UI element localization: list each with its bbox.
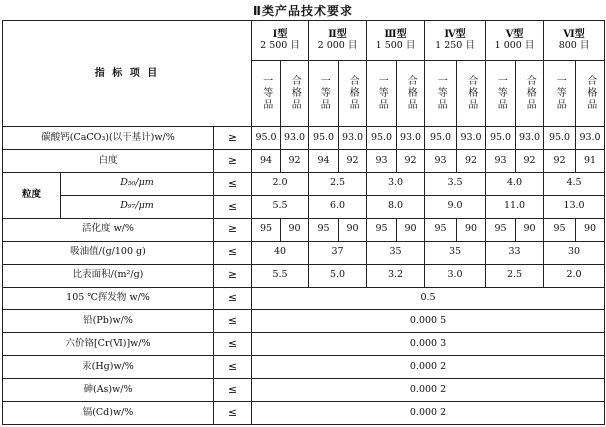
value-cell: 4.0 (486, 173, 544, 196)
item-label: 白度 (3, 150, 214, 173)
value-cell: 90 (281, 218, 309, 241)
value-cell: 93.0 (457, 127, 486, 150)
value-cell: 92 (516, 150, 544, 173)
comparison-symbol: ≥ (214, 127, 252, 150)
value-cell: 94 (252, 150, 281, 173)
item-label: 汞(Hg)w/% (3, 356, 214, 379)
grade-qualified-5: 合格品 (516, 60, 544, 127)
grade-first-1: 一等品 (252, 60, 281, 127)
spec-row (3, 264, 605, 287)
type-header-5: Ⅴ型 1 000 目 (486, 21, 544, 61)
value-cell: 8.0 (367, 195, 425, 218)
value-cell: 95.0 (309, 127, 339, 150)
grade-first-2: 一等品 (309, 60, 339, 127)
value-cell: 91 (576, 150, 605, 173)
value-cell: 9.0 (425, 195, 486, 218)
comparison-symbol: ≥ (214, 150, 252, 173)
value-cell: 5.0 (309, 264, 367, 287)
spec-row (3, 333, 605, 356)
value-cell: 2.5 (486, 264, 544, 287)
value-cell: 95 (367, 218, 397, 241)
grade-first-5: 一等品 (486, 60, 516, 127)
table-title: Ⅱ类产品技术要求 (253, 4, 353, 18)
value-cell: 2.0 (252, 173, 309, 196)
comparison-symbol: ≥ (214, 264, 252, 287)
value-cell: 93 (486, 150, 516, 173)
value-cell: 92 (544, 150, 576, 173)
value-cell: 93.0 (516, 127, 544, 150)
sub-item-label: D₉₇/μm (61, 195, 214, 218)
spec-row (3, 356, 605, 379)
value-cell: 4.5 (544, 173, 605, 196)
value-cell: 35 (425, 241, 486, 264)
value-cell: 6.0 (309, 195, 367, 218)
value-cell: 3.0 (367, 173, 425, 196)
value-cell: 95.0 (367, 127, 397, 150)
value-cell: 0.000 5 (252, 310, 605, 333)
comparison-symbol: ≤ (214, 195, 252, 218)
value-cell: 2.0 (544, 264, 605, 287)
value-cell: 40 (252, 241, 309, 264)
spec-row (3, 287, 605, 310)
grade-first-3: 一等品 (367, 60, 397, 127)
header-row-types (3, 21, 605, 61)
value-cell: 92 (281, 150, 309, 173)
value-cell: 5.5 (252, 195, 309, 218)
comparison-symbol: ≤ (214, 241, 252, 264)
spec-row (3, 173, 605, 196)
sub-item-label: D₅₀/μm (61, 173, 214, 196)
value-cell: 5.5 (252, 264, 309, 287)
spec-row (3, 218, 605, 241)
value-cell: 93 (367, 150, 397, 173)
spec-row (3, 195, 605, 218)
spec-row (3, 402, 605, 425)
value-cell: 3.0 (425, 264, 486, 287)
value-cell: 0.5 (252, 287, 605, 310)
comparison-symbol: ≤ (214, 310, 252, 333)
value-cell: 30 (544, 241, 605, 264)
value-cell: 93.0 (576, 127, 605, 150)
value-cell: 90 (457, 218, 486, 241)
item-label: 镉(Cd)w/% (3, 402, 214, 425)
value-cell: 94 (309, 150, 339, 173)
value-cell: 13.0 (544, 195, 605, 218)
type-header-4: Ⅳ型 1 250 目 (425, 21, 486, 61)
grade-qualified-4: 合格品 (457, 60, 486, 127)
value-cell: 11.0 (486, 195, 544, 218)
value-cell: 0.000 2 (252, 402, 605, 425)
comparison-symbol: ≤ (214, 287, 252, 310)
spec-table (2, 20, 605, 425)
header-indicator: 指 标 项 目 (3, 21, 252, 127)
value-cell: 93.0 (397, 127, 425, 150)
value-cell: 95 (486, 218, 516, 241)
item-label: 吸油值/(g/100 g) (3, 241, 214, 264)
value-cell: 3.2 (367, 264, 425, 287)
grade-first-6: 一等品 (544, 60, 576, 127)
item-label: 六价铬[Cr(Ⅵ)]w/% (3, 333, 214, 356)
value-cell: 95.0 (544, 127, 576, 150)
value-cell: 33 (486, 241, 544, 264)
item-label: 铅(Pb)w/% (3, 310, 214, 333)
value-cell: 95 (252, 218, 281, 241)
value-cell: 2.5 (309, 173, 367, 196)
value-cell: 92 (457, 150, 486, 173)
value-cell: 95 (544, 218, 576, 241)
value-cell: 90 (516, 218, 544, 241)
value-cell: 95 (309, 218, 339, 241)
comparison-symbol: ≤ (214, 356, 252, 379)
value-cell: 93.0 (281, 127, 309, 150)
grade-qualified-2: 合格品 (339, 60, 367, 127)
item-label: 碳酸钙(CaCO₃)(以干基计)w/% (3, 127, 214, 150)
group-label: 粒度 (3, 173, 61, 219)
value-cell: 0.000 3 (252, 333, 605, 356)
grade-qualified-1: 合格品 (281, 60, 309, 127)
item-label: 砷(As)w/% (3, 379, 214, 402)
type-header-3: Ⅲ型 1 500 目 (367, 21, 425, 61)
value-cell: 3.5 (425, 173, 486, 196)
value-cell: 95.0 (486, 127, 516, 150)
value-cell: 92 (397, 150, 425, 173)
value-cell: 37 (309, 241, 367, 264)
value-cell: 90 (397, 218, 425, 241)
value-cell: 95 (425, 218, 457, 241)
value-cell: 95.0 (425, 127, 457, 150)
value-cell: 93.0 (339, 127, 367, 150)
value-cell: 0.000 2 (252, 356, 605, 379)
comparison-symbol: ≤ (214, 173, 252, 196)
value-cell: 0.000 2 (252, 379, 605, 402)
comparison-symbol: ≤ (214, 402, 252, 425)
item-label: 比表面积/(m²/g) (3, 264, 214, 287)
value-cell: 35 (367, 241, 425, 264)
comparison-symbol: ≥ (214, 218, 252, 241)
value-cell: 95.0 (252, 127, 281, 150)
grade-qualified-3: 合格品 (397, 60, 425, 127)
item-label: 105 ℃挥发物 w/% (3, 287, 214, 310)
value-cell: 93 (425, 150, 457, 173)
spec-row (3, 310, 605, 333)
type-header-2: Ⅱ型 2 000 目 (309, 21, 367, 61)
comparison-symbol: ≤ (214, 379, 252, 402)
grade-first-4: 一等品 (425, 60, 457, 127)
item-label: 活化度 w/% (3, 218, 214, 241)
type-header-6: Ⅵ型 800 目 (544, 21, 605, 61)
spec-row (3, 127, 605, 150)
type-header-1: Ⅰ型 2 500 目 (252, 21, 309, 61)
spec-row (3, 241, 605, 264)
value-cell: 90 (576, 218, 605, 241)
value-cell: 90 (339, 218, 367, 241)
spec-row (3, 150, 605, 173)
comparison-symbol: ≤ (214, 333, 252, 356)
grade-qualified-6: 合格品 (576, 60, 605, 127)
value-cell: 92 (339, 150, 367, 173)
spec-row (3, 379, 605, 402)
